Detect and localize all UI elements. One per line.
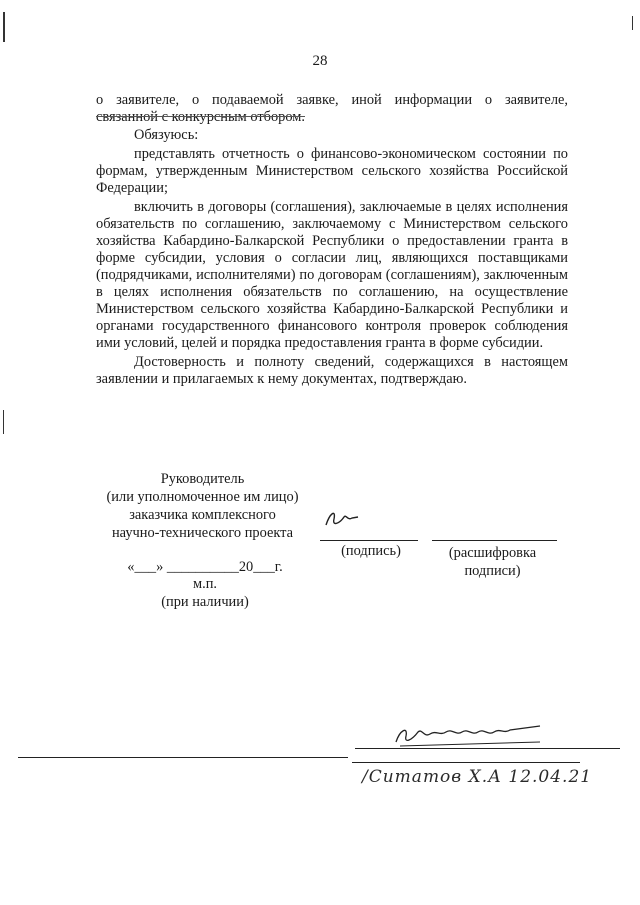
stamp-label: м.п. [192,576,217,592]
paragraph-intro-line: о заявителе, о подаваемой заявке, иной информации о заявителе, [96,92,568,108]
scan-mark [632,16,633,30]
role-title: Руководитель [160,471,245,487]
role-project: научно-технического проекта [111,525,294,541]
handwritten-signature [390,712,550,752]
bottom-rule-right [355,748,620,749]
paragraph-obligation-heading: Обязуюсь: [134,127,199,143]
role-subtitle: (или уполномоченное им лицо) [106,489,299,505]
decoding-caption-line1: (расшифровка [448,545,537,561]
paragraph-contracts: включить в договоры (соглашения), заключаемые в целях исполнения обязательств по соглашению, заключаемому с Министерством сельского хозяйства Кабардино-Балкарской Республики о предоставлении гранта в форме субсидии, условия о согласии лиц, являющихся поставщиками (подрядчиками, исполнителями) по договорам (соглашениям), заключенным в целях исполнения обязательств по соглашению, на осуществление Министерством сельского хозяйства Кабардино-Балкарской Республики и органами государственного финансового контроля проверок соблюдения ими условий, целей и порядка предоставления гранта в форме субсидии. [96,199,568,351]
handwritten-note-text: /Ситатов Х.А 12.04.21 [362,767,593,787]
decoding-caption [425,544,560,580]
scan-mark [3,12,5,42]
stamp-note: (при наличии) [161,594,249,610]
role-customer: заказчика комплексного [129,507,276,523]
decoding-line [432,540,557,541]
signature-line [320,540,418,541]
body-text [96,92,568,388]
decoding-caption-line2: подписи) [464,563,521,579]
handwritten-note [358,758,608,794]
bottom-rule-left [18,757,348,758]
signature-mark [322,505,362,531]
paragraph-reporting: представлять отчетность о финансово-экономическом состоянии по формам, утвержденным Министерством сельского хозяйства Российской Федерации; [96,146,568,196]
role-block [80,470,325,542]
signature-caption: (подпись) [341,543,401,559]
paragraph-intro-end [96,109,568,126]
scan-mark [3,410,4,434]
paragraph-confirmation: Достоверность и полноту сведений, содержащихся в настоящем заявлении и прилагаемых к нему документах, подтверждаю. [96,354,568,387]
date-field: «___» __________20___г. [127,559,283,575]
struck-text: связанной с конкурсным отбором. [96,109,305,125]
page-number: 28 [312,53,328,69]
